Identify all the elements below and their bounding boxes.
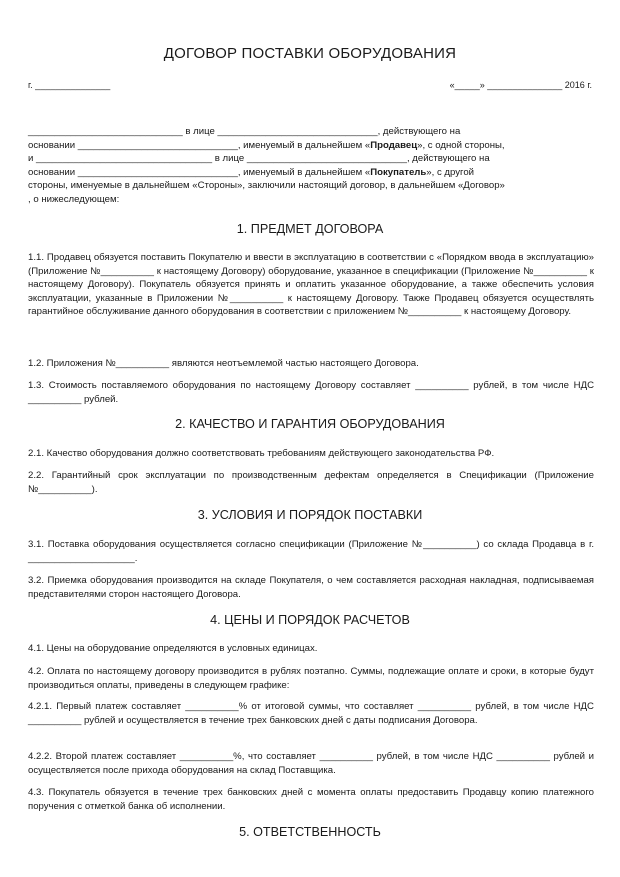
clause-3-2: 3.2. Приемка оборудования производится на складе Покупателя, о чем составляется расходная накладная, подписываемая представителями сторон настоящего Договора. [28,575,594,600]
preamble-line: стороны, именуемые в дальнейшем «Стороны», заключили настоящий договор, в дальнейшем «Договор» [28,180,505,192]
document-title: ДОГОВОР ПОСТАВКИ ОБОРУДОВАНИЯ [163,45,457,62]
seller-term: Продавец [370,139,418,151]
city-field: г. _______________ [28,80,111,90]
section-heading: 2. КАЧЕСТВО И ГАРАНТИЯ ОБОРУДОВАНИЯ [175,417,445,431]
preamble-text: », с другой [426,166,475,178]
section-heading: 5. ОТВЕТСТВЕННОСТЬ [239,825,381,839]
clause-4-2: 4.2. Оплата по настоящему договору производится в рублях поэтапно. Суммы, подлежащие оплате и сроки, в которые будут производиться оплаты, приведены в следующем графике: [28,666,594,691]
preamble-text: основании ______________________________, именуемый в дальнейшем « [28,139,371,151]
section-heading: 4. ЦЕНЫ И ПОРЯДОК РАСЧЕТОВ [210,613,410,627]
preamble-line [28,166,594,180]
preamble-text: », с одной стороны, [417,139,505,151]
buyer-term: Покупатель [370,166,427,178]
section-heading: 3. УСЛОВИЯ И ПОРЯДОК ПОСТАВКИ [197,508,423,522]
clause-1-1: 1.1. Продавец обязуется поставить Покупателю и ввести в эксплуатацию в соответствии с «Порядком ввода в эксплуатацию» (Приложение №__________ к настоящему Договору) оборудование, указанное в спецификации (Приложение №__________ к настоящему Договору). Покупатель обязуется принять и оплатить указанное оборудование, а также обеспечить условия эксплуатации, указанные в Приложении №__________ к настоящему Договору. Также Продавец обязуется осуществлять гарантийное обслуживание данного оборудования в соответствии с приложением №__________ к настоящему Договору. [28,252,594,318]
clause-4-2-2: 4.2.2. Второй платеж составляет __________%, что составляет __________ рублей, в том числе НДС __________ рублей и осуществляется после прихода оборудования на склад Поставщика. [28,751,594,776]
clause-4-3: 4.3. Покупатель обязуется в течение трех банковских дней с момента оплаты предоставить Продавцу копию платежного поручения с отметкой банка об исполнении. [28,787,594,812]
preamble-line: и _________________________________ в лице ______________________________, действующего на [28,153,490,165]
clause-4-2-1: 4.2.1. Первый платеж составляет __________% от итоговой суммы, что составляет __________ рублей, в том числе НДС __________ рублей и осуществляется в течение трех банковских дней с даты подписания Договора. [28,701,594,726]
preamble-text: основании ______________________________, именуемый в дальнейшем « [28,166,371,178]
preamble [28,125,594,207]
clause-4-1: 4.1. Цены на оборудование определяются в условных единицах. [28,643,318,654]
clause-1-3: 1.3. Стоимость поставляемого оборудования по настоящему Договору составляет __________ рублей, в том числе НДС __________ рублей. [28,380,594,405]
clause-1-2: 1.2. Приложения №__________ являются неотъемлемой частью настоящего Договора. [28,358,419,369]
clause-2-1: 2.1. Качество оборудования должно соответствовать требованиям действующего законодательства РФ. [28,448,495,459]
section-heading: 1. ПРЕДМЕТ ДОГОВОРА [236,222,384,236]
date-field: «_____» _______________ 2016 г. [449,80,592,90]
preamble-line: , о нижеследующем: [28,193,120,205]
clause-2-2: 2.2. Гарантийный срок эксплуатации по производственным дефектам определяется в Спецификации (Приложение №__________). [28,470,594,495]
preamble-line [28,139,594,153]
preamble-line: _____________________________ в лице ______________________________, действующего на [28,126,461,137]
clause-3-1: 3.1. Поставка оборудования осуществляется согласно спецификации (Приложение №__________) со склада Продавца в г. ____________________. [28,539,594,564]
